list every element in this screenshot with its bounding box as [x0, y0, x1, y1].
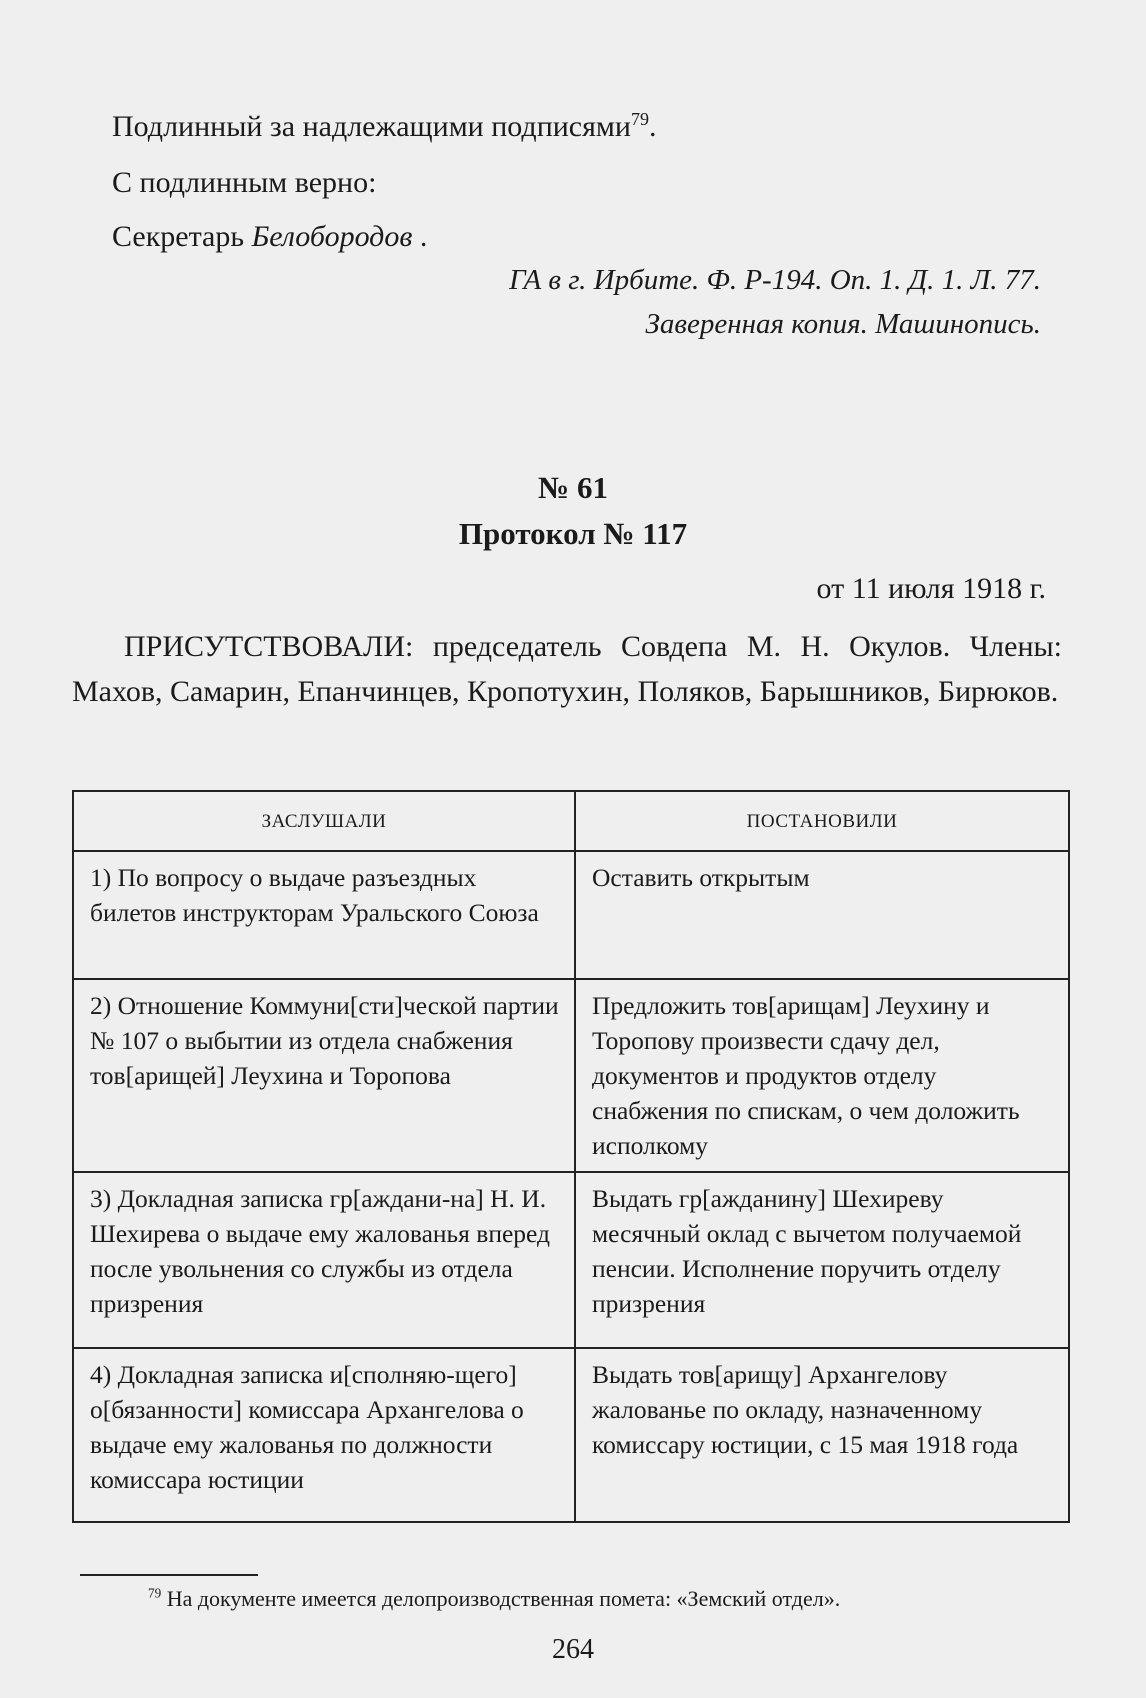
secretary-label: Секретарь [112, 220, 245, 253]
resolved-cell: Выдать гр[ажданину] Шехиреву месячный оклад с вычетом получаемой пенсии. Исполнение поручить отделу призрения [575, 1172, 1069, 1348]
resolved-cell: Выдать тов[арищу] Архангелову жалованье по окладу, назначенному комиссару юстиции, с 15 мая 1918 года [575, 1348, 1069, 1522]
attendees-label: ПРИСУТСТВОВАЛИ: [124, 630, 414, 663]
page-number: 264 [552, 1634, 594, 1665]
table-row [73, 1172, 1069, 1348]
column-header-heard: ЗАСЛУШАЛИ [73, 791, 575, 851]
line-end-punct: . [648, 110, 657, 143]
copy-type: Заверенная копия. Машинопись. [645, 308, 1041, 340]
attendees-paragraph [72, 624, 1062, 714]
document-number: № 61 [538, 470, 608, 505]
secretary-line [112, 220, 427, 254]
protocol-table [72, 790, 1070, 1523]
copy-verified-line: С подлинным верно: [112, 166, 377, 199]
secretary-end: . [412, 220, 428, 253]
protocol-title: Протокол № 117 [458, 516, 688, 551]
table-row [73, 851, 1069, 979]
heard-cell: 1) По вопросу о выдаче разъездных билетов инструкторам Уральского Союза [73, 851, 575, 979]
column-header-resolved: ПОСТАНОВИЛИ [575, 791, 1069, 851]
footnote [148, 1586, 840, 1612]
original-signatures-line [112, 110, 656, 144]
protocol-date: от 11 июля 1918 г. [816, 572, 1046, 605]
footnote-text: На документе имеется делопроизводственная помета: «Земский отдел». [161, 1586, 841, 1611]
footnote-number: 79 [148, 1585, 162, 1601]
resolved-cell: Оставить открытым [575, 851, 1069, 979]
table-row [73, 979, 1069, 1172]
table-header-row [73, 791, 1069, 851]
original-signatures-text: Подлинный за надлежащими подписями [112, 110, 631, 143]
footnote-reference: 79 [630, 109, 649, 129]
table-row [73, 1348, 1069, 1522]
heard-cell: 4) Докладная записка и[сполняю-щего] о[бязанности] комиссара Архангелова о выдаче ему жалованья по должности комиссара юстиции [73, 1348, 575, 1522]
secretary-name: Белобородов [251, 220, 413, 253]
footnote-divider [80, 1574, 258, 1576]
heard-cell: 2) Отношение Коммуни[сти]ческой партии № 107 о выбытии из отдела снабжения тов[арищей] Леухина и Торопова [73, 979, 575, 1172]
attendees-text: председатель Совдепа М. Н. Окулов. Члены: Махов, Самарин, Епанчинцев, Кропотухин, Поляков, Барышников, Бирюков. [72, 630, 1063, 708]
heard-cell: 3) Докладная записка гр[аждани-на] Н. И. Шехирева о выдаче ему жалованья вперед после увольнения со службы из отдела призрения [73, 1172, 575, 1348]
resolved-cell: Предложить тов[арищам] Леухину и Торопову произвести сдачу дел, документов и продуктов отделу снабжения по спискам, о чем доложить исполкому [575, 979, 1069, 1172]
archive-reference: ГА в г. Ирбите. Ф. Р-194. Оп. 1. Д. 1. Л. 77. [509, 264, 1041, 296]
